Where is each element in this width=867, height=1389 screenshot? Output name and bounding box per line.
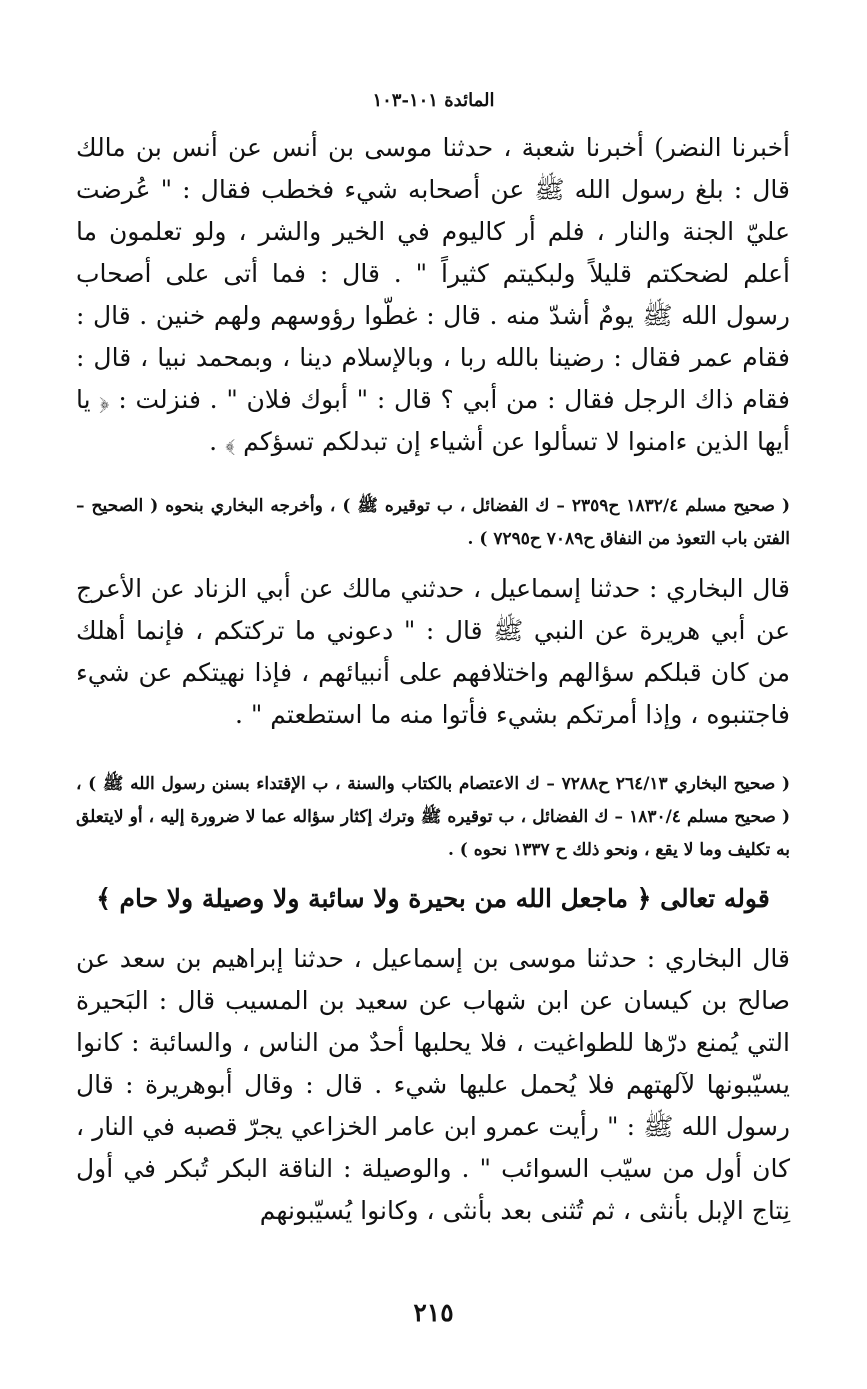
paragraph-hadith-1: أخبرنا النضر) أخبرنا شعبة ، حدثنا موسى بن أنس عن أنس بن مالك قال : بلغ رسول الله ﷺ عن أصحابه شيء فخطب فقال : " عُرضت عليّ الجنة والنار ، فلم أر كاليوم في الخير والشر ، ولو تعلمون ما أعلم لضحكتم قليلاً ولبكيتم كثيراً " . قال : فما أتى على أصحاب رسول الله ﷺ يومٌ أشدّ منه . قال : غطّوا رؤوسهم ولهم خنين . قال : فقام عمر فقال : رضينا بالله ربا ، وبالإسلام دينا ، وبمحمد نبيا ، قال : فقام ذاك الرجل فقال : من أبي ؟ قال : " أبوك فلان " . فنزلت : ﴿ يا أيها الذين ءامنوا لا تسألوا عن أشياء إن تبدلكم تسؤكم ﴾ .: [76, 133, 790, 456]
paragraph-hadith-3: قال البخاري : حدثنا موسى بن إسماعيل ، حدثنا إبراهيم بن سعد عن صالح بن كيسان عن ابن شهاب عن سعيد بن المسيب قال : البَحيرة التي يُمنع درّها للطواغيت ، فلا يحلبها أحدٌ من الناس ، والسائبة : كانوا يسيّبونها لآلهتهم فلا يُحمل عليها شيء . قال : وقال أبوهريرة : قال رسول الله ﷺ : " رأيت عمرو ابن عامر الخزاعي يجرّ قصبه في النار ، كان أول من سيّب السوائب " . والوصيلة : الناقة البكر تُبكر في أول نِتاج الإبل بأنثى ، ثم تُثنى بعد بأنثى ، وكانوا يُسيّبونهم: [76, 944, 790, 1225]
footnote-1: ( صحيح مسلم ١٨٣٢/٤ ح٢٣٥٩ – ك الفضائل ، ب توقيره ﷺ ) ، وأخرجه البخاري بنحوه ( الصحيح – الفتن باب التعوذ من النفاق ح٧٠٨٩ ح٧٢٩٥ ) .: [76, 496, 790, 549]
page-header: المائدة ١٠١-١٠٣: [372, 90, 495, 111]
page-number: ٢١٥: [413, 1298, 454, 1327]
section-heading: قوله تعالى ﴿ ماجعل الله من بحيرة ولا سائبة ولا وصيلة ولا حام ﴾: [96, 884, 770, 913]
paragraph-hadith-2: قال البخاري : حدثنا إسماعيل ، حدثني مالك عن أبي الزناد عن الأعرج عن أبي هريرة عن النبي ﷺ قال : " دعوني ما تركتكم ، فإنما أهلك من كان قبلكم سؤالهم واختلافهم على أنبيائهم ، فإذا نهيتكم عن شيء فاجتنبوه ، وإذا أمرتكم بشيء فأتوا منه ما استطعتم " .: [76, 574, 790, 729]
footnote-2: ( صحيح البخاري ٢٦٤/١٣ ح٧٢٨٨ – ك الاعتصام بالكتاب والسنة ، ب الإقتداء بسنن رسول الله ﷺ ) ، ( صحيح مسلم ١٨٣٠/٤ – ك الفضائل ، ب توقيره ﷺ وترك إكثار سؤاله عما لا ضرورة إليه ، أو لايتعلق به تكليف وما لا يقع ، ونحو ذلك ح ١٣٣٧ نحوه ) .: [76, 774, 790, 860]
